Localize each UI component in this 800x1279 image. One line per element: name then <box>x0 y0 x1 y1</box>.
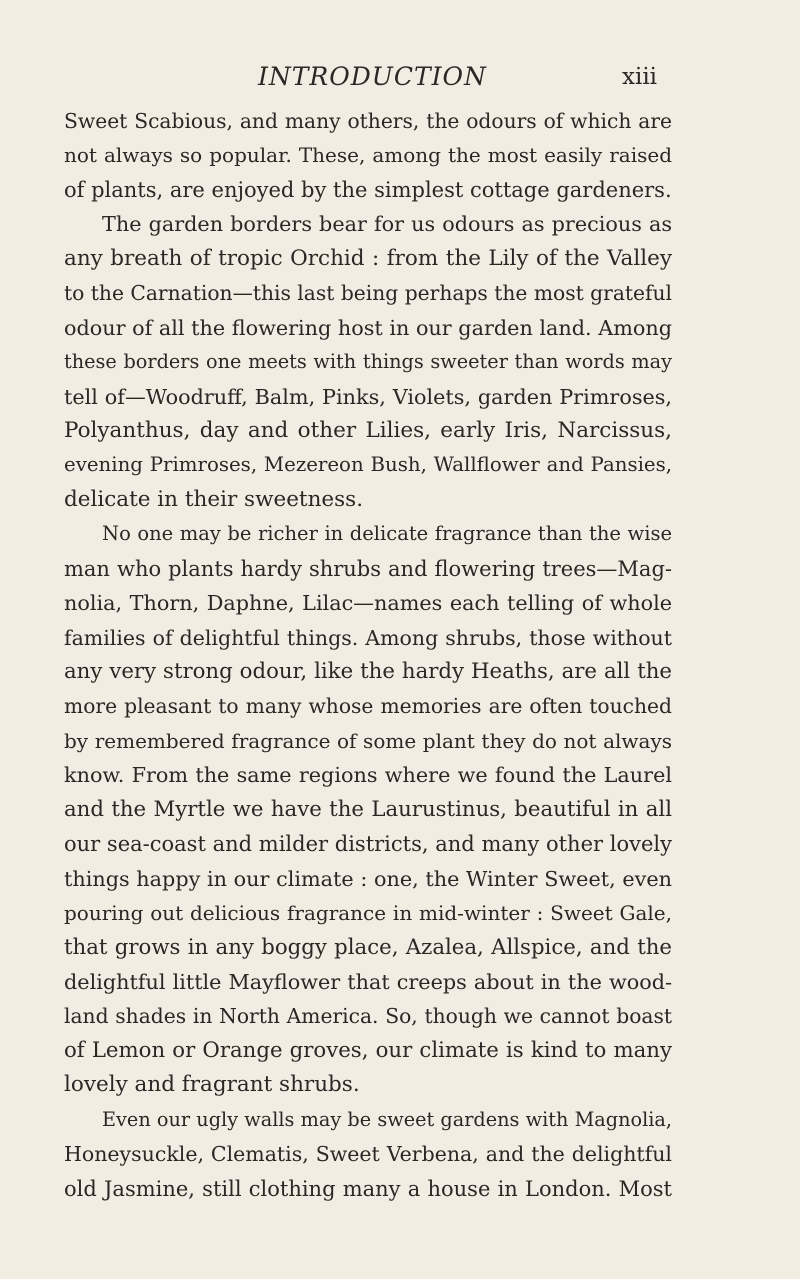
text-line: Sweet Scabious, and many others, the odours of which are <box>64 109 672 133</box>
text-line: delightful little Mayflower that creeps about in the wood- <box>64 969 672 994</box>
text-line: lovely and fragrant shrubs. <box>64 1072 360 1098</box>
text-line: Polyanthus, day and other Lilies, early Iris, Narcissus, <box>64 417 672 443</box>
running-head: INTRODUCTION <box>258 62 487 91</box>
text-line: any breath of tropic Orchid : from the Lily of the Valley <box>64 245 672 271</box>
page-number: xiii <box>622 64 658 90</box>
text-line: of Lemon or Orange groves, our climate is kind to many <box>64 1037 672 1063</box>
text-line: by remembered fragrance of some plant they do not always <box>64 728 672 753</box>
page-header <box>0 62 800 92</box>
text-line: nolia, Thorn, Daphne, Lilac—names each telling of whole <box>64 591 672 616</box>
text-line: any very strong odour, like the hardy Heaths, are all the <box>64 659 672 684</box>
text-line: Even our ugly walls may be sweet gardens with Magnolia, <box>102 1107 672 1131</box>
body-text <box>64 104 672 1206</box>
text-line: our sea-coast and milder districts, and many other lovely <box>64 832 672 857</box>
text-line: old Jasmine, still clothing many a house in London. Most <box>64 1176 672 1201</box>
text-line: odour of all the flowering host in our garden land. Among <box>64 315 673 340</box>
text-line: families of delightful things. Among shrubs, those without <box>64 625 672 650</box>
text-line: Honeysuckle, Clematis, Sweet Verbena, and the delightful <box>64 1142 672 1167</box>
text-line: that grows in any boggy place, Azalea, Allspice, and the <box>64 934 672 960</box>
text-line: evening Primroses, Mezereon Bush, Wallflower and Pansies, <box>64 453 672 477</box>
text-line: man who plants hardy shrubs and flowering trees—Mag- <box>64 556 672 581</box>
text-line: of plants, are enjoyed by the simplest cottage gardeners. <box>64 177 672 202</box>
text-line: tell of—Woodruff, Balm, Pinks, Violets, garden Primroses, <box>64 384 672 409</box>
text-line: these borders one meets with things sweeter than words may <box>64 350 672 374</box>
text-line: The garden borders bear for us odours as precious as <box>102 212 672 237</box>
text-line: know. From the same regions where we found the Laurel <box>64 763 672 788</box>
text-line: and the Myrtle we have the Laurustinus, beautiful in all <box>64 796 672 822</box>
text-line: pouring out delicious fragrance in mid-winter : Sweet Gale, <box>64 901 672 926</box>
text-line: land shades in North America. So, though we cannot boast <box>64 1004 672 1029</box>
text-line: delicate in their sweetness. <box>64 486 364 512</box>
text-line: No one may be richer in delicate fragrance than the wise <box>102 522 672 546</box>
text-line: to the Carnation—this last being perhaps the most grateful <box>64 281 673 306</box>
text-line: things happy in our climate : one, the Winter Sweet, even <box>64 866 672 891</box>
text-line: not always so popular. These, among the most easily raised <box>64 143 672 168</box>
text-line: more pleasant to many whose memories are often touched <box>64 694 672 719</box>
